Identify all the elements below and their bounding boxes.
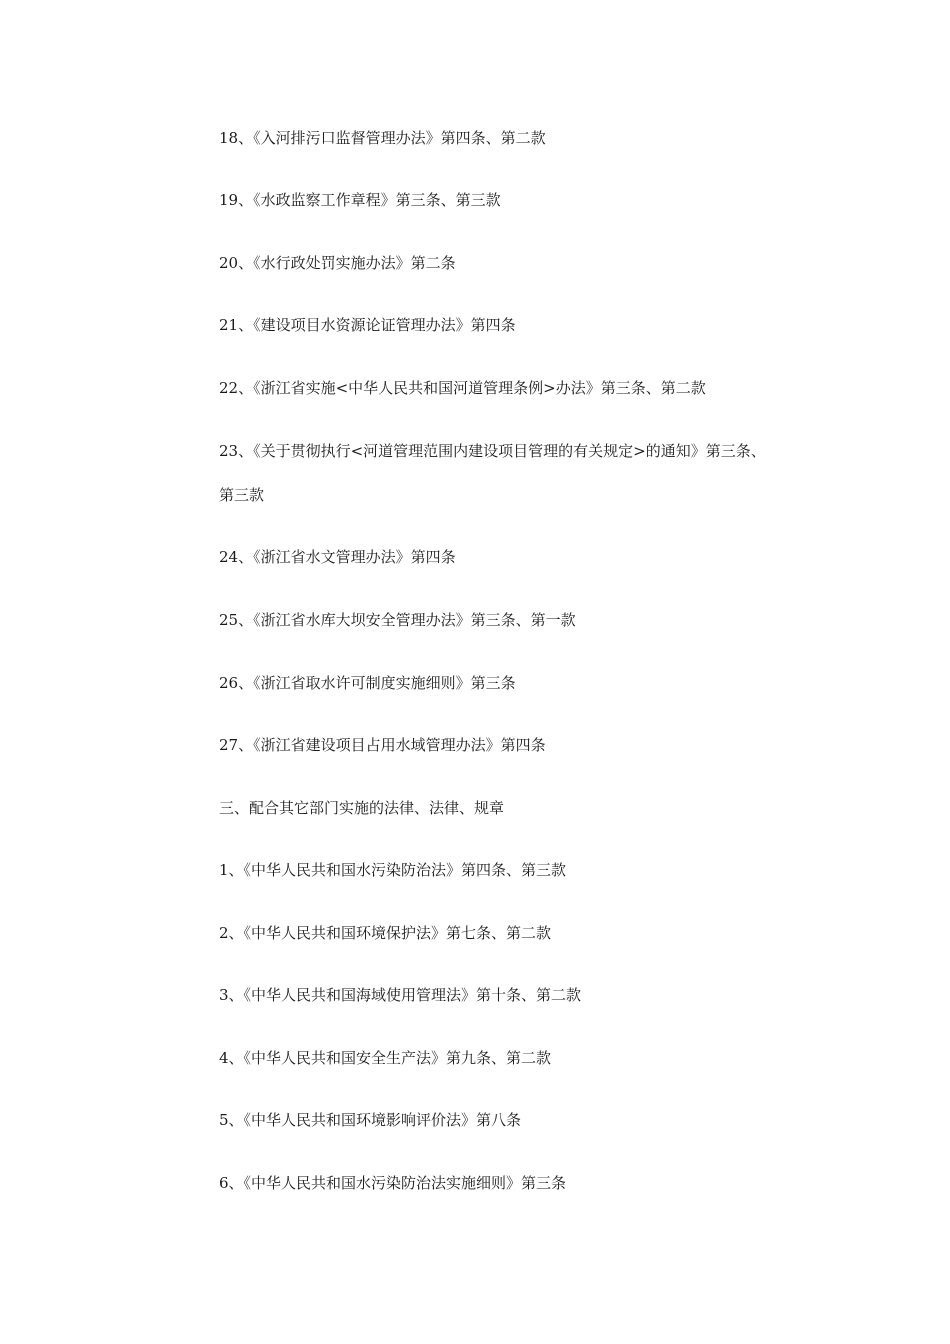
- law-item-5: 5、《中华人民共和国环境影响评价法》第八条: [219, 1111, 522, 1129]
- section-heading-3: 三、配合其它部门实施的法律、法律、规章: [219, 799, 505, 817]
- regulation-item-23-continuation: 第三款: [219, 486, 265, 504]
- regulation-item-18: 18、《入河排污口监督管理办法》第四条、第二款: [219, 129, 546, 147]
- regulation-item-27: 27、《浙江省建设项目占用水域管理办法》第四条: [219, 736, 546, 754]
- law-item-2: 2、《中华人民共和国环境保护法》第七条、第二款: [219, 924, 552, 942]
- regulation-item-23: 23、《关于贯彻执行<河道管理范围内建设项目管理的有关规定>的通知》第三条、: [219, 442, 766, 460]
- law-item-1: 1、《中华人民共和国水污染防治法》第四条、第三款: [219, 861, 567, 879]
- regulation-item-20: 20、《水行政处罚实施办法》第二条: [219, 254, 456, 272]
- regulation-item-19: 19、《水政监察工作章程》第三条、第三款: [219, 191, 501, 209]
- regulation-item-25: 25、《浙江省水库大坝安全管理办法》第三条、第一款: [219, 611, 576, 629]
- regulation-item-21: 21、《建设项目水资源论证管理办法》第四条: [219, 316, 516, 334]
- regulation-item-22: 22、《浙江省实施<中华人民共和国河道管理条例>办法》第三条、第二款: [219, 379, 706, 397]
- regulation-item-26: 26、《浙江省取水许可制度实施细则》第三条: [219, 674, 516, 692]
- law-item-4: 4、《中华人民共和国安全生产法》第九条、第二款: [219, 1049, 552, 1067]
- law-item-3: 3、《中华人民共和国海域使用管理法》第十条、第二款: [219, 986, 582, 1004]
- regulation-item-24: 24、《浙江省水文管理办法》第四条: [219, 548, 456, 566]
- law-item-6: 6、《中华人民共和国水污染防治法实施细则》第三条: [219, 1174, 567, 1192]
